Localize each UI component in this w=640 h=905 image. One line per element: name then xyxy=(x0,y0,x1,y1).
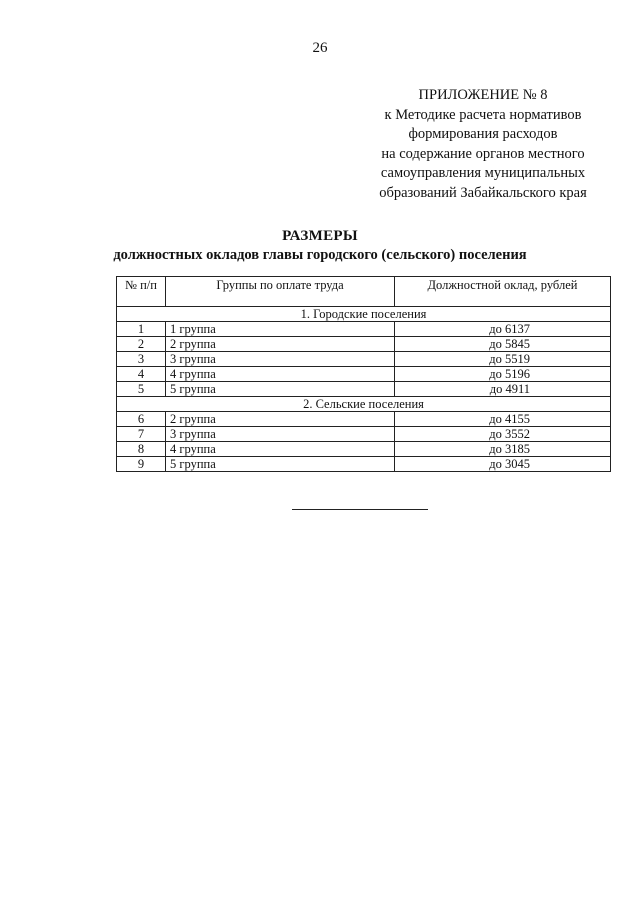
table-row xyxy=(117,322,611,337)
row-num: 1 xyxy=(117,322,166,337)
section-row xyxy=(117,307,611,322)
row-group: 2 группа xyxy=(166,337,395,352)
appendix-line: ПРИЛОЖЕНИЕ № 8 xyxy=(418,87,548,103)
row-num: 5 xyxy=(117,382,166,397)
row-num: 8 xyxy=(117,442,166,457)
row-salary: до 5845 xyxy=(395,337,611,352)
row-salary: до 5519 xyxy=(395,352,611,367)
bottom-rule xyxy=(292,509,428,510)
section-title: 1. Городские поселения xyxy=(117,307,611,322)
row-num: 4 xyxy=(117,367,166,382)
row-group: 3 группа xyxy=(166,352,395,367)
row-group: 2 группа xyxy=(166,412,395,427)
appendix-block xyxy=(363,86,603,203)
document-subtitle: должностных окладов главы городского (сельского) поселения xyxy=(113,247,527,263)
row-num: 2 xyxy=(117,337,166,352)
row-salary: до 5196 xyxy=(395,367,611,382)
appendix-line: самоуправления муниципальных xyxy=(380,165,586,181)
row-group: 4 группа xyxy=(166,367,395,382)
row-salary: до 3552 xyxy=(395,427,611,442)
table-row xyxy=(117,367,611,382)
row-group: 5 группа xyxy=(166,457,395,472)
section-row xyxy=(117,397,611,412)
row-group: 3 группа xyxy=(166,427,395,442)
table-header-row xyxy=(117,277,611,307)
row-salary: до 4911 xyxy=(395,382,611,397)
row-num: 3 xyxy=(117,352,166,367)
document-title: РАЗМЕРЫ xyxy=(282,228,358,244)
row-num: 9 xyxy=(117,457,166,472)
header-num: № п/п xyxy=(117,277,166,307)
row-num: 7 xyxy=(117,427,166,442)
row-salary: до 3045 xyxy=(395,457,611,472)
row-salary: до 6137 xyxy=(395,322,611,337)
table-row xyxy=(117,412,611,427)
row-num: 6 xyxy=(117,412,166,427)
appendix-line: образований Забайкальского края xyxy=(379,184,587,201)
header-salary: Должностной оклад, рублей xyxy=(395,277,611,307)
row-salary: до 4155 xyxy=(395,412,611,427)
header-group: Группы по оплате труда xyxy=(166,277,395,307)
table-row xyxy=(117,352,611,367)
table-row xyxy=(117,337,611,352)
row-salary: до 3185 xyxy=(395,442,611,457)
appendix-line: к Методике расчета нормативов xyxy=(384,106,582,123)
section-title: 2. Сельские поселения xyxy=(117,397,611,412)
row-group: 4 группа xyxy=(166,442,395,457)
appendix-line: формирования расходов xyxy=(408,126,558,142)
row-group: 5 группа xyxy=(166,382,395,397)
row-group: 1 группа xyxy=(166,322,395,337)
table-row xyxy=(117,427,611,442)
appendix-line: на содержание органов местного xyxy=(381,145,585,162)
table-row xyxy=(117,382,611,397)
table-row xyxy=(117,457,611,472)
table-row xyxy=(117,442,611,457)
page-number: 26 xyxy=(312,40,328,56)
salary-table xyxy=(116,276,611,472)
